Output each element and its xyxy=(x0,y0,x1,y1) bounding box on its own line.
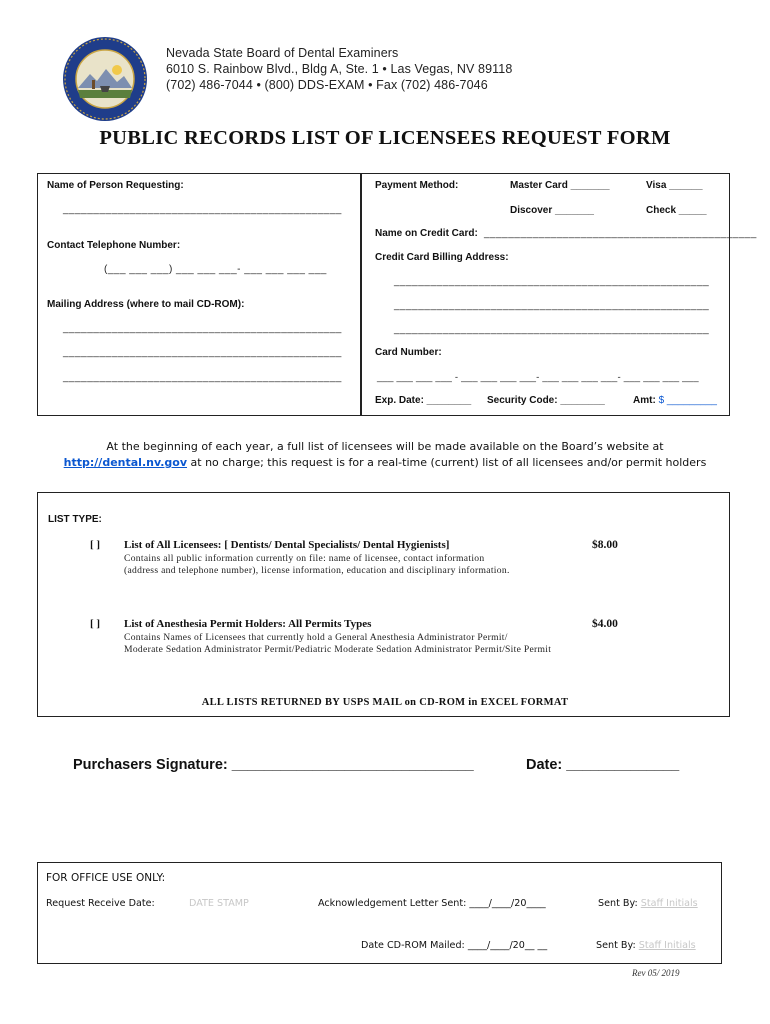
option1-description: Contains all public information currently on file: name of licensee, contact information xyxy=(124,553,485,564)
list-type-label: LIST TYPE: xyxy=(48,514,102,525)
mailing-address-line[interactable]: ______________________________________________ xyxy=(63,347,342,358)
org-address: 6010 S. Rainbow Blvd., Bldg A, Ste. 1 • Las Vegas, NV 89118 xyxy=(166,62,513,76)
cd-rom-mailed-field[interactable]: Date CD-ROM Mailed: ____/____/20__ __ xyxy=(361,940,548,951)
acknowledgement-letter-field[interactable]: Acknowledgement Letter Sent: ____/____/20____ xyxy=(318,898,546,909)
amount-field[interactable] xyxy=(633,395,717,406)
option2-description: Moderate Sedation Administrator Permit/Pediatric Moderate Sedation Administrator Permit/Site Permit xyxy=(124,644,552,655)
name-on-card-label: Name on Credit Card: xyxy=(375,228,478,239)
option1-price: $8.00 xyxy=(592,539,618,551)
org-phones: (702) 486-7044 • (800) DDS-EXAM • Fax (702) 486-7046 xyxy=(166,78,488,92)
amount-value: $ _________ xyxy=(658,395,717,406)
mailing-address-label: Mailing Address (where to mail CD-ROM): xyxy=(47,299,245,310)
office-use-heading: FOR OFFICE USE ONLY: xyxy=(46,872,166,884)
date-stamp-placeholder[interactable]: DATE STAMP xyxy=(189,898,249,909)
list-type-box xyxy=(37,492,730,717)
cd-sent-by[interactable] xyxy=(596,940,696,951)
check-option[interactable]: Check _____ xyxy=(646,205,707,216)
option2-price: $4.00 xyxy=(592,618,618,630)
notice-line-2-text: at no charge; this request is for a real-time (current) list of all licensees and/or permit holders xyxy=(187,456,707,469)
mastercard-option[interactable]: Master Card _______ xyxy=(510,180,610,191)
revision-date: Rev 05/ 2019 xyxy=(632,968,680,978)
billing-address-label: Credit Card Billing Address: xyxy=(375,252,509,263)
sent-by-label: Sent By: xyxy=(596,940,636,951)
option2-description: Contains Names of Licensees that currently hold a General Anesthesia Administrator Permit/ xyxy=(124,632,508,643)
option1-title: List of All Licensees: [ Dentists/ Dental Specialists/ Dental Hygienists] xyxy=(124,539,450,551)
ack-sent-by[interactable] xyxy=(598,898,698,909)
security-code-field[interactable]: Security Code: ________ xyxy=(487,395,605,406)
notice-line-1: At the beginning of each year, a full list of licensees will be made available on the Board’s website at xyxy=(106,440,664,453)
org-name: Nevada State Board of Dental Examiners xyxy=(166,46,399,60)
discover-option[interactable]: Discover _______ xyxy=(510,205,594,216)
requester-name-field[interactable]: ______________________________________________ xyxy=(63,204,342,215)
payment-method-label: Payment Method: xyxy=(375,180,459,191)
card-number-label: Card Number: xyxy=(375,347,442,358)
mailing-address-line[interactable]: ______________________________________________ xyxy=(63,323,342,334)
page-title: PUBLIC RECORDS LIST OF LICENSEES REQUEST FORM xyxy=(99,127,671,149)
card-number-field[interactable]: ___ ___ ___ ___ - ___ ___ ___ ___- ___ ___ ___ ___- ___ ___ ___ ___ xyxy=(377,372,699,383)
amount-label: Amt: xyxy=(633,395,656,406)
billing-address-line[interactable]: ____________________________________________________ xyxy=(394,324,710,335)
signature-date-field[interactable]: Date: ______________ xyxy=(526,757,680,773)
option2-checkbox[interactable]: [ ] xyxy=(90,618,101,630)
phone-field[interactable]: (___ ___ ___) ___ ___ ___- ___ ___ ___ ___ xyxy=(104,264,327,275)
list-format-note: ALL LISTS RETURNED BY USPS MAIL on CD-ROM in EXCEL FORMAT xyxy=(201,697,569,708)
purchaser-signature-field[interactable]: Purchasers Signature: ______________________________ xyxy=(73,757,474,773)
visa-option[interactable]: Visa ______ xyxy=(646,180,703,191)
request-receive-date-label: Request Receive Date: xyxy=(46,898,155,909)
option1-checkbox[interactable]: [ ] xyxy=(90,539,101,551)
staff-initials-placeholder: Staff Initials xyxy=(638,940,696,951)
billing-address-line[interactable]: ____________________________________________________ xyxy=(394,300,710,311)
sent-by-label: Sent By: xyxy=(598,898,638,909)
website-link[interactable]: http://dental.nv.gov xyxy=(63,456,188,469)
option1-description: (address and telephone number), license information, education and disciplinary information. xyxy=(124,565,510,576)
mailing-address-line[interactable]: ______________________________________________ xyxy=(63,372,342,383)
state-seal-logo xyxy=(62,36,148,122)
phone-label: Contact Telephone Number: xyxy=(47,240,181,251)
staff-initials-placeholder: Staff Initials xyxy=(640,898,698,909)
billing-address-line[interactable]: ____________________________________________________ xyxy=(394,276,710,287)
notice-line-2 xyxy=(0,456,770,469)
option2-title: List of Anesthesia Permit Holders: All Permits Types xyxy=(124,618,372,630)
requester-name-label: Name of Person Requesting: xyxy=(47,180,184,191)
exp-date-field[interactable]: Exp. Date: ________ xyxy=(375,395,472,406)
name-on-card-field[interactable]: _____________________________________________ xyxy=(484,228,757,239)
